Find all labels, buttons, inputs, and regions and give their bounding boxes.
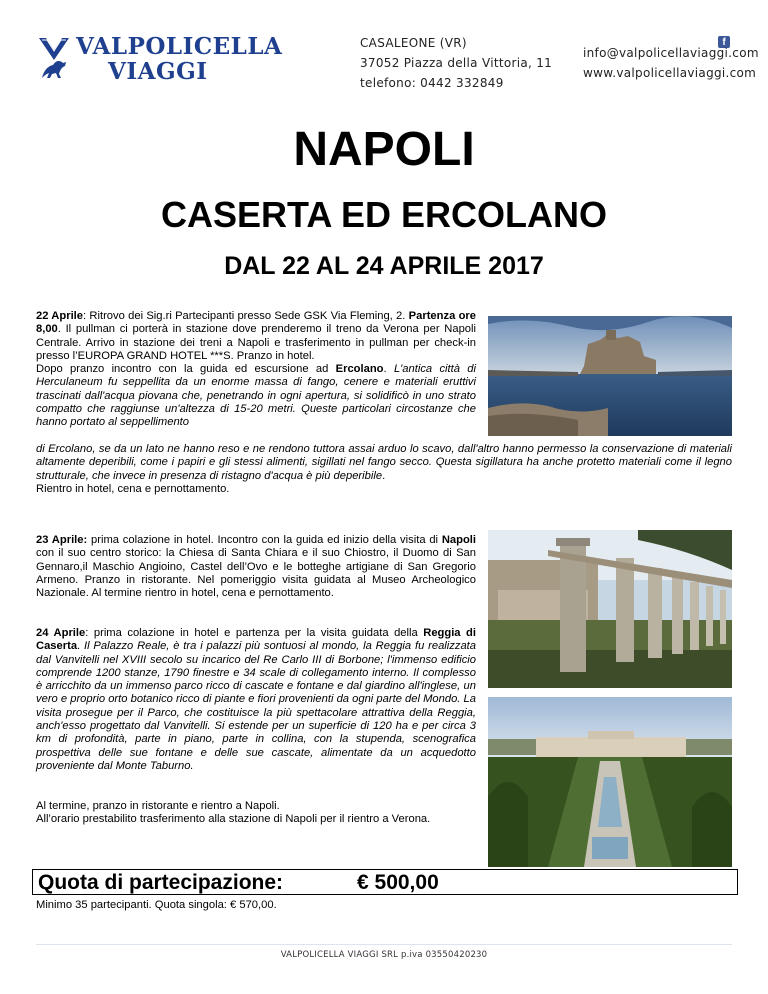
- closing-line-2: All’orario prestabilito trasferimento alla stazione di Napoli per il rientro a Verona.: [36, 813, 431, 826]
- closing-paragraph: [36, 800, 476, 827]
- website-link[interactable]: www.valpolicellaviaggi.com: [583, 66, 757, 80]
- trip-dates: DAL 22 AL 24 APRILE 2017: [224, 252, 544, 280]
- day2-text-1: prima colazione in hotel. Incontro con la guida ed inizio della visita di: [87, 534, 442, 546]
- day1-text-6: Rientro in hotel, cena e pernottamento.: [36, 482, 230, 495]
- day3-italic-1: Il Palazzo Reale, è tra i palazzi più sontuosi al mondo, la Reggia fu realizzata dal Vanvitelli nel XVIII secolo su incarico del Re Carlo III di Borbone; l'immenso edificio comprende 1200 stanze, 1790 finestre e 34 scale di collegamento interno. Il complesso è arricchito da un immenso parco ricco di cascate e fontane e dal giardino all'inglese, un vero e proprio orto botanico ricco di piante e fiori provenienti da ogni parte del Mondo. La visita prosegue per il Parco, che costituisce la più spettacolare attrattiva della Reggia, anch'esso progettato dal Vanvitelli. Si estende per un superficie di 120 ha e per circa 3 km di profondità, parte in piano, parte in collina, con la stupenda, scenografica prospettiva delle sue fontane e delle sue cascate, alimentate da un acquedotto proveniente dal Monte Taburno.: [36, 640, 477, 772]
- day2-date: 23 Aprile:: [36, 534, 88, 546]
- day1-departure: Partenza ore 8,00: [36, 310, 476, 336]
- address-phone: telefono: 0442 332849: [360, 76, 504, 90]
- day2-napoli: Napoli: [441, 534, 476, 546]
- logo-emblem: [38, 36, 70, 82]
- photo-castel-dell-ovo: [488, 316, 732, 436]
- day1-text-2: . Il pullman ci porterà in stazione dove prenderemo il treno da Verona per Napoli Centrale. Arrivo in stazione dei treni a Napoli e trasferimento in pullman per check-in presso l’EUROPA GRAND HOTEL ***S. Pranzo in hotel.: [36, 323, 476, 362]
- day1-date: 22 Aprile: [36, 310, 84, 322]
- contact-links: [583, 43, 759, 83]
- price-note: Minimo 35 partecipanti. Quota singola: € 570,00.: [36, 899, 277, 911]
- day1-text-3: Dopo pranzo incontro con la guida ed escursione ad: [36, 363, 336, 376]
- day3-date: 24 Aprile: [36, 627, 86, 639]
- day1-text-4: .: [383, 363, 394, 376]
- photo-ercolano-columns: [488, 530, 732, 688]
- day3-text-1: : prima colazione in hotel e partenza per la visita guidata della: [85, 627, 424, 639]
- footer-divider: [36, 944, 732, 945]
- address-block: [360, 33, 552, 93]
- address-city: CASALEONE (VR): [360, 36, 467, 50]
- day3-reggia: Reggia di Caserta: [36, 627, 476, 653]
- email-link[interactable]: info@valpolicellaviaggi.com: [583, 46, 759, 60]
- day1-text-1: : Ritrovo dei Sig.ri Partecipanti presso Sede GSK Via Fleming, 2.: [83, 310, 406, 322]
- page-subtitle: CASERTA ED ERCOLANO: [160, 194, 607, 235]
- photo-reggia-di-caserta: [488, 697, 732, 867]
- facebook-icon[interactable]: f: [718, 36, 730, 48]
- footer-company: VALPOLICELLA VIAGGI SRL p.iva 03550420230: [280, 950, 488, 960]
- price-label: Quota di partecipazione:: [38, 871, 284, 894]
- day1-text-5: .: [382, 469, 386, 482]
- day1-italic-2: di Ercolano, se da un lato ne hanno reso e ne rendono tuttora assai arduo lo scavo, dall'altro hanno permesso la conservazione di materiali altamente deperibili, come i papiri e gli stessi alimenti, sigillati nel fango secco. Questa sigillatura ha anche protetto materiali come il legno strutturale, che invece in presenza di ristagno d'acqua è più deperibile: [36, 443, 732, 482]
- day3-paragraph: [36, 627, 476, 773]
- day2-text-2: con il suo centro storico: la Chiesa di Santa Chiara e il suo Chiostro, il Duomo di San Gennaro,il Maschio Angioino, Castel dell’Ovo e le botteghe artigiane di San Gregorio Armeno. Pranzo in ristorante. Nel pomeriggio visita guidata al Museo Archeologico Nazionale. Al termine rientro in hotel, cena e pernottamento.: [36, 547, 476, 600]
- address-street: 37052 Piazza della Vittoria, 11: [360, 56, 553, 70]
- day1-paragraph-cont: [36, 443, 732, 496]
- day1-italic-1: L'antica città di Herculaneum fu seppellita da un enorme massa di fango, cenere e materiali eruttivi trascinati dall'acqua piovana che, penetrando in ogni apertura, si solidificò in uno strato compatto che raggiunse un'altezza di 15-20 metri. Queste particolari circostanze che hanno portato al seppellimento: [36, 363, 476, 429]
- day3-text-2: .: [77, 640, 84, 653]
- brand-line-2: VIAGGI: [108, 58, 208, 85]
- price-value: € 500,00: [357, 871, 439, 894]
- day1-ercolano: Ercolano: [335, 363, 384, 376]
- brand-logo-text: [76, 34, 282, 84]
- day2-paragraph: [36, 534, 476, 600]
- day1-paragraph: [36, 310, 476, 430]
- closing-line-1: Al termine, pranzo in ristorante e rientro a Napoli.: [36, 800, 280, 812]
- page-title: NAPOLI: [293, 123, 475, 176]
- brand-line-1: VALPOLICELLA: [76, 33, 283, 60]
